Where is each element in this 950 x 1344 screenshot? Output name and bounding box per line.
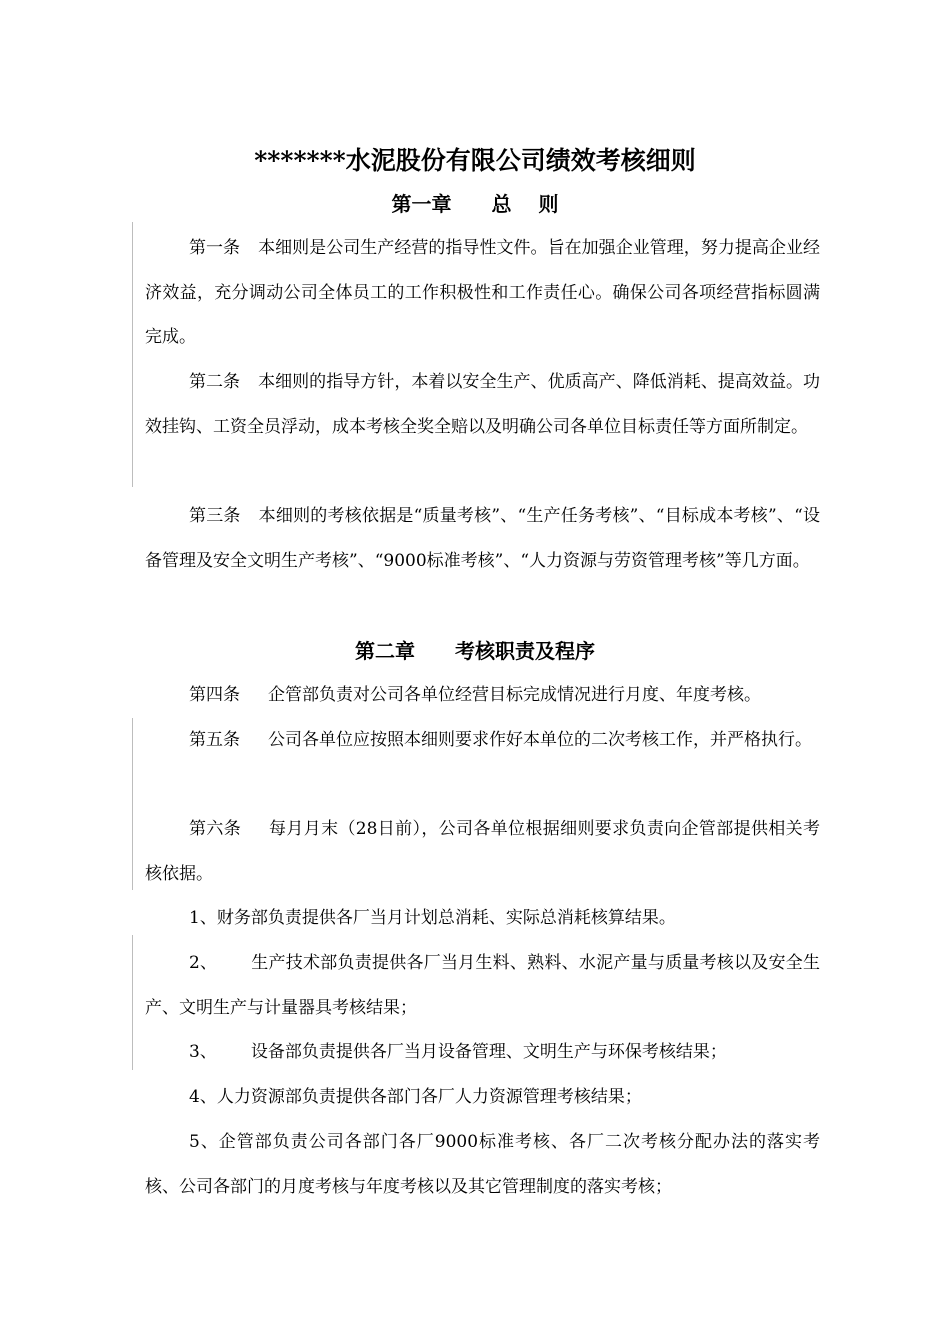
- article-5: [145, 718, 820, 763]
- document-title: *******水泥股份有限公司绩效考核细则: [254, 146, 696, 175]
- article-3-label: 第三条: [189, 506, 241, 526]
- list-item-3-text: 设备部负责提供各厂当月设备管理、文明生产与环保考核结果；: [250, 1042, 727, 1062]
- article-4-text: 企管部负责对公司各单位经营目标完成情况进行月度、年度考核。: [268, 685, 761, 705]
- article-2-text: 本细则的指导方针，本着以安全生产、优质高产、降低消耗、提高效益。功效挂钩、工资全员浮动，成本考核全奖全赔以及明确公司各单位目标责任等方面所制定。: [145, 372, 821, 437]
- list-item-3-number: 3、: [189, 1042, 217, 1062]
- list-item-3: [145, 1030, 820, 1075]
- chapter-2-heading: 第二章 考核职责及程序: [355, 639, 595, 663]
- list-item-5: 5、企管部负责公司各部门各厂9000标准考核、各厂二次考核分配办法的落实考核、公司各部门的月度考核与年度考核以及其它管理制度的落实考核；: [145, 1132, 820, 1197]
- article-1-text: 本细则是公司生产经营的指导性文件。旨在加强企业管理，努力提高企业经济效益，充分调动公司全体员工的工作积极性和工作责任心。确保公司各项经营指标圆满完成。: [145, 238, 821, 347]
- revision-bar: [132, 222, 133, 487]
- revision-bar: [132, 718, 133, 890]
- list-item-2: [145, 941, 820, 1030]
- article-6-label: 第六条: [189, 819, 242, 839]
- article-1: [145, 226, 820, 360]
- revision-bar: [132, 935, 133, 1070]
- article-5-text: 公司各单位应按照本细则要求作好本单位的二次考核工作，并严格执行。: [268, 730, 812, 750]
- article-6: [145, 807, 820, 896]
- article-4: [189, 673, 849, 718]
- article-4-label: 第四条: [189, 685, 240, 705]
- article-1-label: 第一条: [189, 238, 241, 258]
- chapter-1-heading: 第一章 总 则: [391, 192, 559, 216]
- article-2-label: 第二条: [189, 372, 241, 392]
- list-item-2-text: 生产技术部负责提供各厂当月生料、熟料、水泥产量与质量考核以及安全生产、文明生产与计量器具考核结果；: [145, 953, 820, 1018]
- article-3-text: 本细则的考核依据是“质量考核”、“生产任务考核”、“目标成本考核”、“设备管理及安全文明生产考核”、“9000标准考核”、“人力资源与劳资管理考核”等几方面。: [145, 506, 821, 571]
- article-3: [145, 494, 820, 583]
- article-5-label: 第五条: [189, 730, 240, 750]
- list-item-2-number: 2、: [189, 953, 218, 973]
- article-6-text: 每月月末（28日前），公司各单位根据细则要求负责向企管部提供相关考核依据。: [145, 819, 820, 884]
- list-item-1: 1、财务部负责提供各厂当月计划总消耗、实际总消耗核算结果。: [189, 908, 676, 928]
- article-2: [145, 360, 820, 449]
- list-item-4: 4、人力资源部负责提供各部门各厂人力资源管理考核结果；: [189, 1087, 642, 1107]
